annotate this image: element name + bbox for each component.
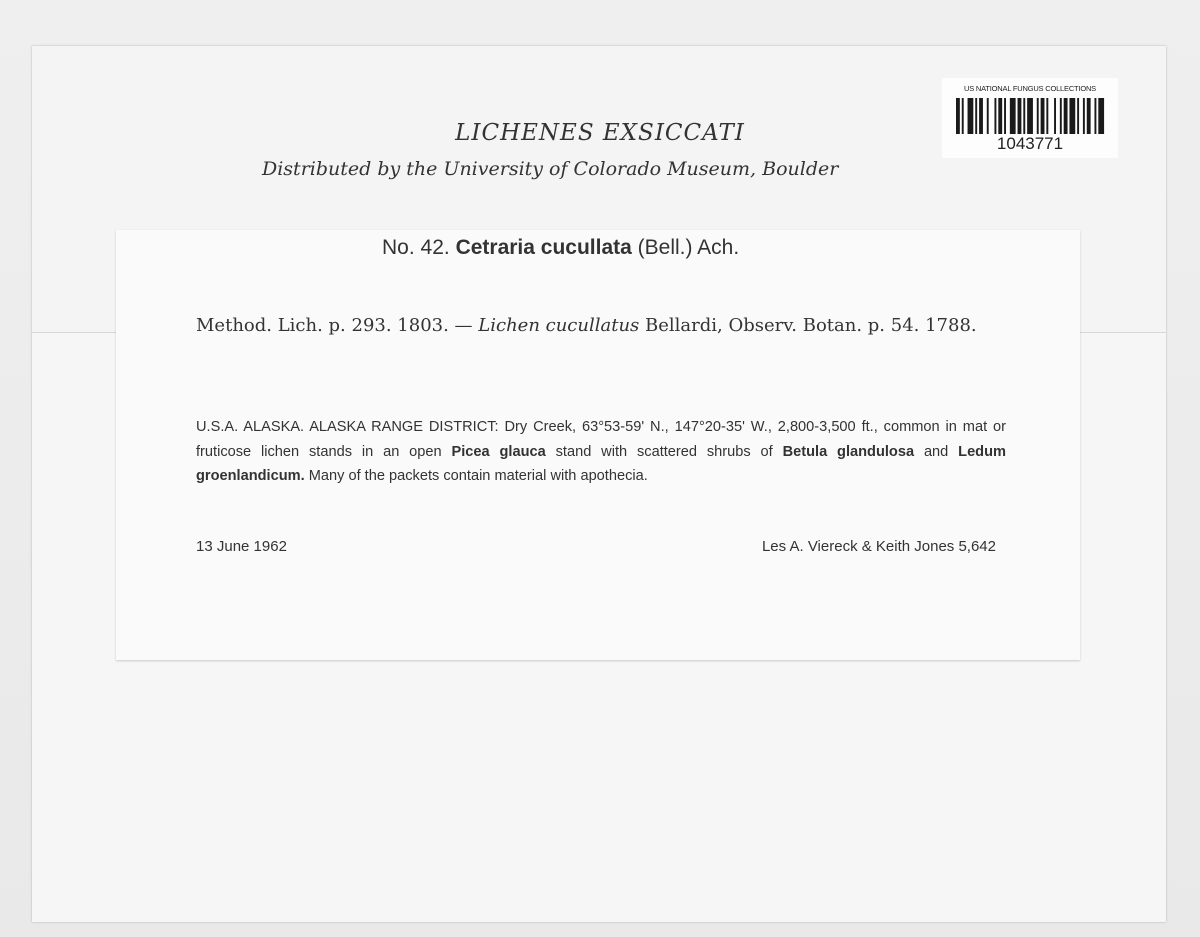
collection-date: 13 June 1962 (196, 538, 287, 555)
citation-part-1: Method. Lich. p. 293. 1803. — (196, 315, 479, 336)
taxon-name: Cetraria cucullata (455, 236, 632, 259)
locality-description (196, 415, 1006, 489)
locality-part-4: Many of the packets contain material with apothecia. (304, 468, 648, 484)
citation-part-2: Bellardi, Observ. Botan. p. 54. 1788. (639, 315, 977, 336)
locality-part-1: U.S.A. ALASKA. ALASKA RANGE DISTRICT: Dry Creek, 63°53-59' N., 147°20-35' W., 2,800-3,500 ft., common in mat or fruticose lichen stands in an open (196, 419, 1006, 460)
locality-part-2: stand with scattered shrubs of (545, 443, 783, 460)
barcode-label (942, 78, 1118, 158)
basionym: Lichen cucullatus (478, 315, 640, 336)
habitat-taxon-1: Picea glauca (451, 443, 546, 460)
barcode-collection-name: US NATIONAL FUNGUS COLLECTIONS (964, 84, 1096, 93)
barcode-number: 1043771 (996, 134, 1064, 153)
habitat-taxon-2: Betula glandulosa (782, 443, 915, 460)
series-title: LICHENES EXSICCATI (455, 120, 745, 146)
specimen-number: No. 42. (382, 236, 450, 259)
collectors: Les A. Viereck & Keith Jones 5,642 (761, 538, 996, 555)
locality-part-3: and (914, 443, 959, 460)
taxon-authority: (Bell.) Ach. (637, 236, 740, 259)
specimen-heading (382, 236, 739, 260)
nomenclature-citation (196, 312, 1006, 339)
distributor-line: Distributed by the University of Colorado Museum, Boulder (262, 158, 839, 180)
habitat-taxon-3: Ledum groenlandicum. (196, 443, 1006, 484)
